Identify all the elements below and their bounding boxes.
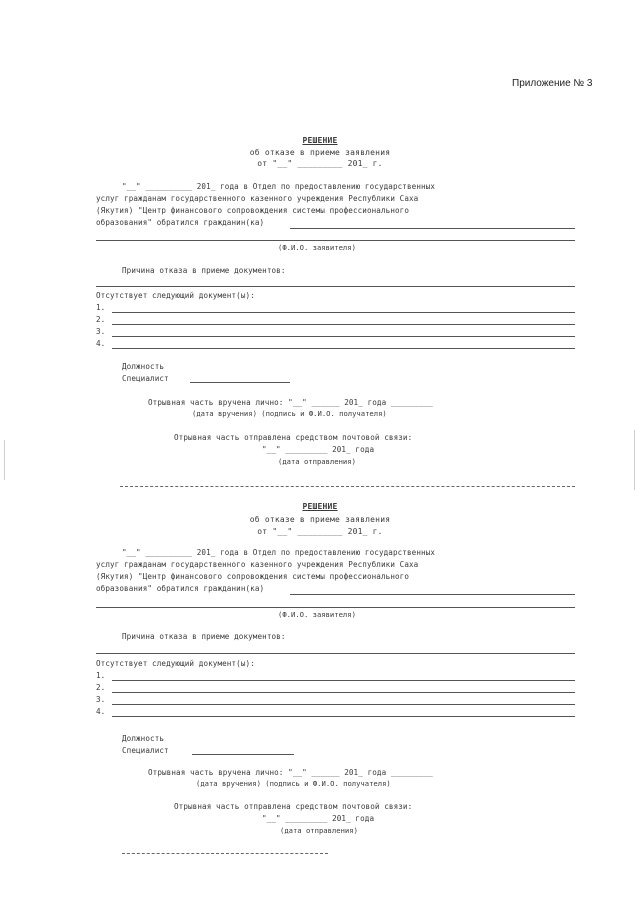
fill-line [96,607,575,608]
decision-date: от "__" _________ 201_ г. [257,527,383,536]
fill-line [112,324,575,325]
decision-subheading: об отказе в приеме заявления [249,515,391,524]
paragraph-line: "__" __________ 201_ года в Отдел по предоставлению государственных [122,182,436,191]
decision-heading: РЕШЕНИЕ [302,136,338,145]
sent-date: "__" _________ 201_ года [262,814,375,823]
fill-line [112,312,575,313]
paragraph-line: (Якутия) "Центр финансового сопровождения системы профессионального [96,206,410,215]
fill-line [290,594,575,595]
fill-line [112,680,575,681]
item-number: 3. [96,695,106,704]
fill-line [96,286,575,287]
item-number: 4. [96,707,106,716]
fill-line [96,240,575,241]
paragraph-line: (Якутия) "Центр финансового сопровождения системы профессионального [96,572,410,581]
reason-label: Причина отказа в приеме документов: [122,266,286,275]
handed-line: Отрывная часть вручена лично: "__" ______ 201_ года _________ [148,398,433,407]
item-number: 3. [96,327,106,336]
position-label: Должность [122,734,165,743]
position-label: Должность [122,362,165,371]
specialist-label: Специалист [122,374,169,383]
fill-line [112,348,575,349]
cut-line [120,486,575,487]
fio-caption: (Ф.И.О. заявителя) [278,610,356,619]
specialist-label: Специалист [122,746,169,755]
fill-line [112,716,575,717]
decision-subheading: об отказе в приеме заявления [249,148,391,157]
item-number: 1. [96,671,106,680]
signature-line [192,754,294,755]
reason-label: Причина отказа в приеме документов: [122,632,286,641]
decision-date: от "__" _________ 201_ г. [257,159,383,168]
missing-label: Отсутствует следующий документ(ы): [96,291,255,300]
sent-line: Отрывная часть отправлена средством почтовой связи: [174,433,413,442]
item-number: 1. [96,303,106,312]
scan-artifact [634,430,635,490]
fio-caption: (Ф.И.О. заявителя) [278,243,356,252]
sent-line: Отрывная часть отправлена средством почтовой связи: [174,802,413,811]
item-number: 2. [96,683,106,692]
cut-line [122,853,328,854]
fill-line [96,653,575,654]
paragraph-line: "__" __________ 201_ года в Отдел по предоставлению государственных [122,548,436,557]
decision-heading: РЕШЕНИЕ [302,502,338,511]
paragraph-line: услуг гражданам государственного казенного учреждения Республики Саха [96,560,419,569]
scan-artifact [4,440,5,480]
sent-caption: (дата отправления) [280,826,358,835]
fill-line [290,228,575,229]
sent-caption: (дата отправления) [278,457,356,466]
paragraph-line: услуг гражданам государственного казенного учреждения Республики Саха [96,194,419,203]
fill-line [112,692,575,693]
handed-line: Отрывная часть вручена лично: "__" ______ 201_ года _________ [148,768,433,777]
signature-line [190,382,290,383]
paragraph-line: образования" обратился гражданин(ка) [96,584,265,593]
appendix-label: Приложение № 3 [512,78,593,89]
item-number: 4. [96,339,106,348]
sent-date: "__" _________ 201_ года [262,445,375,454]
paragraph-line: образования" обратился гражданин(ка) [96,218,265,227]
fill-line [112,336,575,337]
handed-caption: (дата вручения) (подпись и Ф.И.О. получателя) [192,409,387,418]
item-number: 2. [96,315,106,324]
fill-line [112,704,575,705]
missing-label: Отсутствует следующий документ(ы): [96,659,255,668]
handed-caption: (дата вручения) (подпись и Ф.И.О. получателя) [196,779,391,788]
